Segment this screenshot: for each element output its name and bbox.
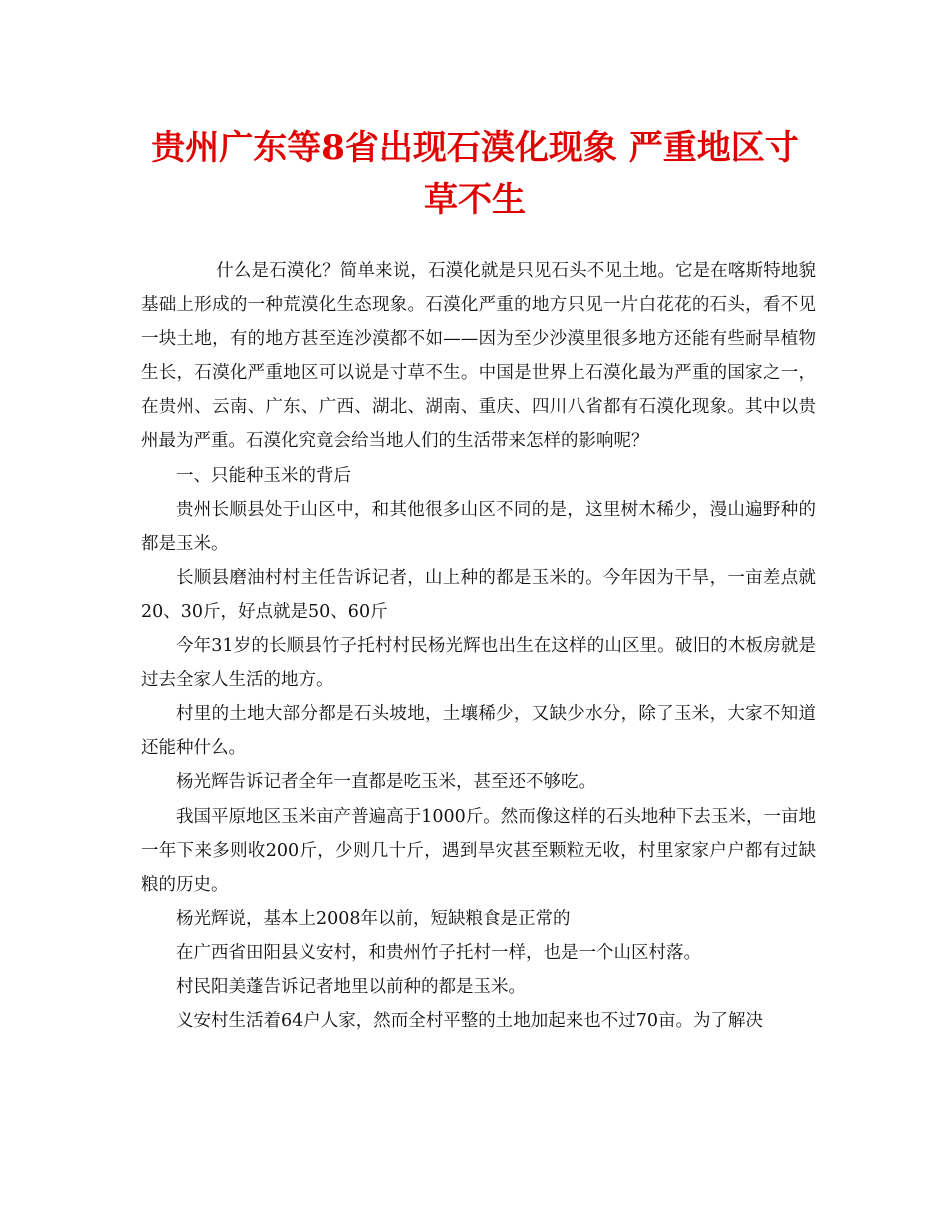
paragraph: 义安村生活着64户人家，然而全村平整的土地加起来也不过70亩。为了解决 [176,1011,764,1032]
paragraph: 长顺县磨油村村主任告诉记者，山上种的都是玉米的。今年因为干旱，一亩差点就20、30斤，好点就是50、60斤 [141,567,816,622]
paragraph: 我国平原地区玉米亩产普遍高于1000斤。然而像这样的石头地种下去玉米，一亩地一年下来多则收200斤，少则几十斤，遇到旱灾甚至颗粒无收，村里家家户户都有过缺粮的历史。 [141,806,816,895]
paragraph: 今年31岁的长顺县竹子托村村民杨光辉也出生在这样的山区里。破旧的木板房就是过去全家人生活的地方。 [141,636,816,691]
paragraph: 杨光辉告诉记者全年一直都是吃玉米，甚至还不够吃。 [176,772,596,793]
paragraph: 杨光辉说，基本上2008年以前，短缺粮食是正常的 [176,908,571,929]
paragraph: 村民阳美蓬告诉记者地里以前种的都是玉米。 [176,976,526,997]
paragraph: 村里的土地大部分都是石头坡地，土壤稀少，又缺少水分，除了玉米，大家不知道还能种什么。 [141,704,816,759]
section-heading: 一、只能种玉米的背后 [176,465,351,486]
paragraph: 在广西省田阳县义安村，和贵州竹子托村一样，也是一个山区村落。 [176,942,701,963]
title-line-1: 贵州广东等8省出现石漠化现象 严重地区寸 [151,128,799,168]
paragraph-intro: 什么是石漠化？简单来说，石漠化就是只见石头不见土地。它是在喀斯特地貌基础上形成的一种荒漠化生态现象。石漠化严重的地方只见一片白花花的石头，看不见一块土地，有的地方甚至连沙漠都不如——因为至少沙漠里很多地方还能有些耐旱植物生长，石漠化严重地区可以说是寸草不生。中国是世界上石漠化最为严重的国家之一，在贵州、云南、广东、广西、湖北、湖南、重庆、四川八省都有石漠化现象。其中以贵州最为严重。石漠化究竟会给当地人们的生活带来怎样的影响呢？ [141,261,816,452]
document-body [141,254,816,1038]
paragraph: 贵州长顺县处于山区中，和其他很多山区不同的是，这里树木稀少，漫山遍野种的都是玉米。 [141,499,816,554]
document-title [130,122,820,226]
title-line-2: 草不生 [424,180,526,220]
